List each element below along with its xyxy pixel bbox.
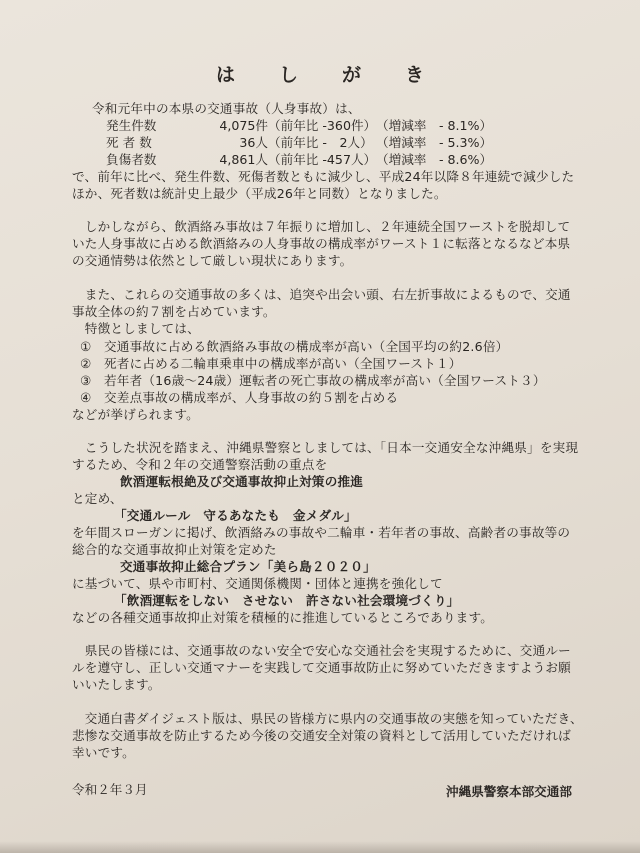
stat-change: （前年比 -457人） (268, 152, 377, 167)
paragraph-line: などの各種交通事故抑止対策を積極的に推進しているところであります。 (72, 610, 494, 625)
stat-label: 負傷者数 (106, 152, 157, 167)
campaign-slogan: 「飲酒運転をしない させない 許さない社会環境づくり」 (114, 593, 460, 608)
paragraph-line: こうした状況を踏まえ、沖縄県警察としましては、「日本一交通安全な沖縄県」を実現 (72, 440, 579, 455)
paragraph-line: いた人身事故に占める飲酒絡みの人身事故の構成率がワースト１に転落となるなど本県 (72, 236, 571, 251)
priority-heading: 飲酒運転根絶及び交通事故抑止対策の推進 (120, 474, 364, 489)
feature-number: ③ (80, 373, 92, 388)
paragraph-line: 総合的な交通事故抑止対策を定めた (72, 542, 277, 557)
stat-value: 36人 (239, 135, 268, 150)
stat-value: 4,075件 (219, 118, 268, 133)
page-shadow (0, 841, 640, 853)
stat-rate: （増減率 - 5.3%） (376, 135, 493, 150)
plan-name: 交通事故抑止総合プラン「美ら島２０２０」 (120, 559, 376, 574)
title-char: き (405, 64, 425, 86)
paragraph-line: などが挙げられます。 (72, 407, 199, 422)
stat-rate: （増減率 - 8.1%） (376, 118, 493, 133)
stat-change: （前年比 -360件） (268, 118, 377, 133)
issuing-organization: 沖縄県警察本部交通部 (446, 784, 572, 799)
paragraph-line: と定め、 (72, 491, 123, 506)
feature-text: 若年者（16歳～24歳）運転者の死亡事故の構成率が高い（全国ワースト３） (104, 373, 546, 388)
feature-number: ④ (80, 390, 92, 405)
stat-label: 発生件数 (106, 118, 157, 133)
feature-text: 死者に占める二輪車乗車中の構成率が高い（全国ワースト１） (104, 356, 462, 371)
paragraph-line: ほか、死者数は統計史上最少（平成26年と同数）となりました。 (72, 186, 447, 201)
title-char: は (215, 64, 235, 86)
feature-number: ② (80, 356, 92, 371)
stat-value: 4,861人 (219, 152, 268, 167)
stat-label: 死 者 数 (106, 135, 152, 150)
paragraph-line: の交通情勢は依然として厳しい現状にあります。 (72, 253, 353, 268)
paragraph-line: に基づいて、県や市町村、交通関係機関・団体と連携を強化して (72, 576, 443, 591)
paragraph-line: 幸いです。 (72, 745, 135, 760)
title-char: し (278, 64, 298, 86)
paragraph-line: いいたします。 (72, 677, 161, 692)
paragraph-line: 交通白書ダイジェスト版は、県民の皆様方に県内の交通事故の実態を知っていただき、 (72, 711, 583, 726)
stat-change: （前年比 - 2人） (268, 135, 373, 150)
page-title (0, 60, 640, 87)
paragraph-line: しかしながら、飲酒絡み事故は７年振りに増加し、２年連続全国ワーストを脱却して (72, 219, 571, 234)
paragraph-line: 悲惨な交通事故を防止するため今後の交通安全対策の資料として活用していただければ (72, 728, 571, 743)
paragraph-line: ルを遵守し、正しい交通マナーを実践して交通事故防止に努めていただきますようお願 (72, 660, 571, 675)
paragraph-line: 県民の皆様には、交通事故のない安全で安心な交通社会を実現するために、交通ルー (72, 643, 571, 658)
title-char: が (342, 64, 362, 86)
paragraph-line: 事故全体の約７割を占めています。 (72, 304, 276, 319)
feature-text: 交差点事故の構成率が、人身事故の約５割を占める (104, 390, 399, 405)
paragraph-line: で、前年に比べ、発生件数、死傷者数ともに減少し、平成24年以降８年連続で減少した (72, 169, 575, 184)
feature-number: ① (80, 339, 92, 354)
annual-slogan: 「交通ルール 守るあなたも 金メダル」 (114, 508, 357, 523)
feature-text: 交通事故に占める飲酒絡み事故の構成率が高い（全国平均の約2.6倍） (104, 339, 509, 354)
document-date: 令和２年３月 (72, 782, 148, 797)
paragraph-line: するため、令和２年の交通警察活動の重点を (72, 457, 328, 472)
paragraph-line: を年間スローガンに掲げ、飲酒絡みの事故や二輪車・若年者の事故、高齢者の事故等の (72, 525, 571, 540)
intro-line: 令和元年中の本県の交通事故（人身事故）は、 (92, 101, 361, 116)
paragraph-line: また、これらの交通事故の多くは、追突や出会い頭、右左折事故によるもので、交通 (72, 287, 571, 302)
paragraph-line: 特徴としましては、 (72, 321, 200, 336)
stat-rate: （増減率 - 8.6%） (376, 152, 493, 167)
